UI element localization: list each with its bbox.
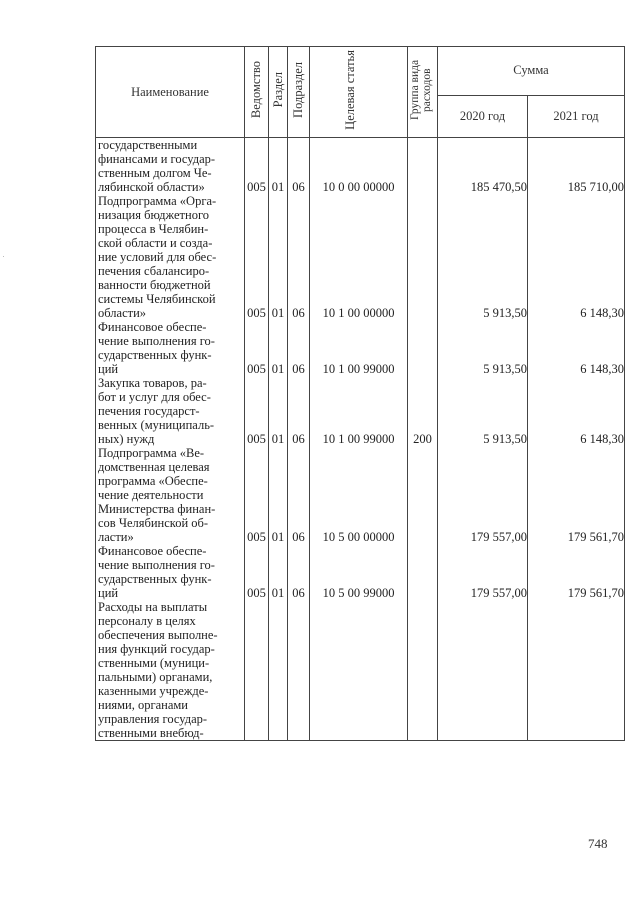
row-name-line: персоналу в целях [98, 614, 196, 628]
row-subsection: 06 [288, 194, 310, 320]
row-name-line: чение выполнения го- [98, 334, 215, 348]
row-name-line: государственными [98, 138, 198, 152]
row-name-line: сударственных функ- [98, 348, 212, 362]
row-name [96, 446, 245, 544]
row-name-line: Финансовое обеспе- [98, 320, 207, 334]
row-name-line: ственными внебюд- [98, 726, 204, 740]
row-name-line: ниями, органами [98, 698, 188, 712]
row-sum-2021: 179 561,70 [528, 446, 625, 544]
row-sum-2020: 185 470,50 [438, 138, 528, 195]
row-department: 005 [245, 376, 269, 446]
row-name [96, 320, 245, 376]
row-name-line: сударственных функ- [98, 572, 212, 586]
row-department [245, 600, 269, 741]
row-name [96, 194, 245, 320]
row-name [96, 376, 245, 446]
table-row [96, 544, 625, 600]
row-department: 005 [245, 320, 269, 376]
row-name-line: домственная целевая [98, 460, 210, 474]
table-row [96, 194, 625, 320]
row-name-line: ций [98, 586, 119, 600]
row-expense-group [408, 446, 438, 544]
row-expense-group [408, 600, 438, 741]
row-name-line: Подпрограмма «Орга- [98, 194, 217, 208]
row-sum-2020: 179 557,00 [438, 446, 528, 544]
row-expense-group [408, 138, 438, 195]
row-name-line: казенными учрежде- [98, 684, 209, 698]
row-name-line: пальными) органами, [98, 670, 213, 684]
row-section: 01 [269, 138, 288, 195]
row-name-line: ственными (муници- [98, 656, 210, 670]
row-target-article: 10 5 00 00000 [310, 446, 408, 544]
row-subsection: 06 [288, 446, 310, 544]
row-name-line: венных (муниципаль- [98, 418, 215, 432]
row-name-line: Расходы на выплаты [98, 600, 208, 614]
row-expense-group [408, 544, 438, 600]
row-sum-2020: 179 557,00 [438, 544, 528, 600]
row-name-line: печения государст- [98, 404, 200, 418]
page-number: 748 [588, 836, 608, 851]
row-name-line: ласти» [98, 530, 134, 544]
row-expense-group: 200 [408, 376, 438, 446]
row-department: 005 [245, 544, 269, 600]
row-name-line: финансами и государ- [98, 152, 216, 166]
row-section: 01 [269, 320, 288, 376]
row-section: 01 [269, 194, 288, 320]
row-name-line: процесса в Челябин- [98, 222, 209, 236]
header-name: Наименование [96, 47, 245, 138]
row-name [96, 600, 245, 741]
row-target-article: 10 1 00 99000 [310, 320, 408, 376]
budget-table [95, 46, 625, 741]
header-target-article: Целевая статья [310, 47, 408, 138]
scan-speck [3, 256, 4, 257]
row-name [96, 138, 245, 195]
row-target-article: 10 1 00 00000 [310, 194, 408, 320]
table-row [96, 376, 625, 446]
row-name-line: ние условий для обес- [98, 250, 217, 264]
row-sum-2020: 5 913,50 [438, 320, 528, 376]
header-department: Ведомство [245, 47, 269, 138]
header-year-2021: 2021 год [528, 95, 625, 137]
row-department: 005 [245, 194, 269, 320]
table-row [96, 320, 625, 376]
row-sum-2021 [528, 600, 625, 741]
row-sum-2021: 6 148,30 [528, 376, 625, 446]
header-sum: Сумма [438, 47, 625, 96]
row-department: 005 [245, 138, 269, 195]
row-section [269, 600, 288, 741]
row-department: 005 [245, 446, 269, 544]
table-row [96, 138, 625, 195]
header-year-2020: 2020 год [438, 95, 528, 137]
row-sum-2020: 5 913,50 [438, 194, 528, 320]
table-body [96, 138, 625, 741]
row-sum-2020 [438, 600, 528, 741]
row-name-line: ций [98, 362, 119, 376]
row-sum-2021: 179 561,70 [528, 544, 625, 600]
row-target-article [310, 600, 408, 741]
row-expense-group [408, 194, 438, 320]
row-name-line: чение выполнения го- [98, 558, 215, 572]
row-name-line: ния функций государ- [98, 642, 215, 656]
row-section: 01 [269, 376, 288, 446]
row-sum-2021: 6 148,30 [528, 320, 625, 376]
row-name [96, 544, 245, 600]
row-name-line: системы Челябинской [98, 292, 216, 306]
row-target-article: 10 0 00 00000 [310, 138, 408, 195]
row-subsection [288, 600, 310, 741]
row-name-line: ственным долгом Че- [98, 166, 212, 180]
row-expense-group [408, 320, 438, 376]
row-sum-2021: 6 148,30 [528, 194, 625, 320]
header-expense-group: Группа вида расходов [408, 47, 438, 138]
row-sum-2020: 5 913,50 [438, 376, 528, 446]
row-name-line: ской области и созда- [98, 236, 213, 250]
row-section: 01 [269, 446, 288, 544]
row-name-line: Финансовое обеспе- [98, 544, 207, 558]
row-name-line: программа «Обеспе- [98, 474, 208, 488]
row-target-article: 10 5 00 99000 [310, 544, 408, 600]
row-target-article: 10 1 00 99000 [310, 376, 408, 446]
row-name-line: обеспечения выполне- [98, 628, 218, 642]
row-name-line: области» [98, 306, 147, 320]
row-name-line: Подпрограмма «Ве- [98, 446, 205, 460]
row-name-line: ных) нужд [98, 432, 155, 446]
header-subsection: Подраздел [288, 47, 310, 138]
table-row [96, 600, 625, 741]
row-name-line: Закупка товаров, ра- [98, 376, 207, 390]
row-name-line: печения сбалансиро- [98, 264, 210, 278]
table-row [96, 446, 625, 544]
row-name-line: бот и услуг для обес- [98, 390, 211, 404]
row-name-line: лябинской области» [98, 180, 205, 194]
row-section: 01 [269, 544, 288, 600]
row-name-line: Министерства финан- [98, 502, 216, 516]
row-name-line: ванности бюджетной [98, 278, 211, 292]
row-subsection: 06 [288, 544, 310, 600]
row-name-line: чение деятельности [98, 488, 204, 502]
row-name-line: сов Челябинской об- [98, 516, 209, 530]
row-name-line: управления государ- [98, 712, 208, 726]
row-subsection: 06 [288, 376, 310, 446]
header-section: Раздел [269, 47, 288, 138]
row-subsection: 06 [288, 138, 310, 195]
row-subsection: 06 [288, 320, 310, 376]
row-sum-2021: 185 710,00 [528, 138, 625, 195]
row-name-line: низация бюджетного [98, 208, 210, 222]
